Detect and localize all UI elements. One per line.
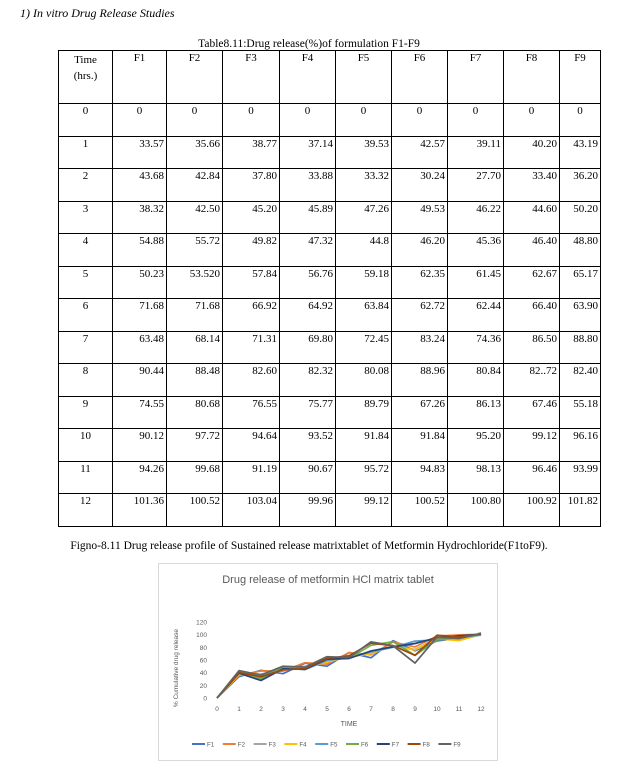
release-value-cell: 89.79 (336, 396, 392, 429)
release-value-cell: 100.92 (504, 494, 560, 527)
series-line-f4 (217, 635, 481, 698)
release-value-cell: 76.55 (223, 396, 280, 429)
table-row (59, 266, 601, 299)
time-cell: 4 (59, 234, 113, 267)
x-tick-label: 3 (281, 706, 285, 713)
release-value-cell: 0 (167, 104, 223, 137)
release-value-cell: 91.19 (223, 461, 280, 494)
x-axis-title: TIME (340, 721, 358, 728)
y-tick-label: 120 (196, 619, 207, 627)
release-value-cell: 43.68 (113, 169, 167, 202)
table-row (59, 234, 601, 267)
release-value-cell: 82.40 (560, 364, 601, 397)
y-tick-label: 20 (199, 682, 207, 690)
x-tick-label: 7 (369, 706, 373, 713)
x-tick-label: 12 (477, 706, 485, 713)
release-value-cell: 99.12 (504, 429, 560, 462)
release-value-cell: 94.26 (113, 461, 167, 494)
x-tick-label: 4 (303, 706, 307, 713)
release-value-cell: 43.19 (560, 136, 601, 169)
release-value-cell: 63.84 (336, 299, 392, 332)
release-value-cell: 74.55 (113, 396, 167, 429)
column-header-f8: F8 (504, 51, 560, 104)
release-value-cell: 40.20 (504, 136, 560, 169)
release-value-cell: 46.22 (448, 201, 504, 234)
release-value-cell: 83.24 (392, 331, 448, 364)
time-cell: 1 (59, 136, 113, 169)
release-value-cell: 56.76 (280, 266, 336, 299)
table-row (59, 169, 601, 202)
time-cell: 6 (59, 299, 113, 332)
table-row (59, 364, 601, 397)
release-value-cell: 42.50 (167, 201, 223, 234)
series-line-f6 (217, 634, 481, 698)
release-value-cell: 45.89 (280, 201, 336, 234)
release-value-cell: 96.16 (560, 429, 601, 462)
release-value-cell: 71.68 (167, 299, 223, 332)
release-value-cell: 88.48 (167, 364, 223, 397)
y-tick-label: 0 (203, 695, 207, 703)
release-value-cell: 37.80 (223, 169, 280, 202)
release-value-cell: 74.36 (448, 331, 504, 364)
table-row (59, 299, 601, 332)
table-row (59, 201, 601, 234)
release-value-cell: 67.26 (392, 396, 448, 429)
column-header-f7: F7 (448, 51, 504, 104)
time-cell: 3 (59, 201, 113, 234)
release-value-cell: 66.92 (223, 299, 280, 332)
release-value-cell: 99.12 (336, 494, 392, 527)
legend-label: F2 (237, 741, 246, 749)
release-value-cell: 62.35 (392, 266, 448, 299)
release-value-cell: 80.84 (448, 364, 504, 397)
legend-label: F6 (361, 741, 369, 749)
release-value-cell: 101.82 (560, 494, 601, 527)
table-row (59, 104, 601, 137)
release-value-cell: 57.84 (223, 266, 280, 299)
release-value-cell: 54.88 (113, 234, 167, 267)
release-value-cell: 96.46 (504, 461, 560, 494)
release-value-cell: 90.67 (280, 461, 336, 494)
release-value-cell: 61.45 (448, 266, 504, 299)
release-value-cell: 103.04 (223, 494, 280, 527)
legend-label: F7 (391, 741, 400, 749)
table-row (59, 396, 601, 429)
release-value-cell: 62.72 (392, 299, 448, 332)
figure-caption: Figno-8.11 Drug release profile of Sustained release matrixtablet of Metformin Hydrochloride(F1toF9). (70, 540, 548, 552)
release-value-cell: 49.53 (392, 201, 448, 234)
legend-label: F9 (453, 741, 461, 749)
column-header-f6: F6 (392, 51, 448, 104)
time-header-unit: (hrs.) (73, 70, 98, 82)
release-value-cell: 65.17 (560, 266, 601, 299)
release-value-cell: 80.08 (336, 364, 392, 397)
release-value-cell: 47.26 (336, 201, 392, 234)
column-header-f2: F2 (167, 51, 223, 104)
release-value-cell: 88.96 (392, 364, 448, 397)
time-cell: 11 (59, 461, 113, 494)
column-header-f4: F4 (280, 51, 336, 104)
release-value-cell: 0 (448, 104, 504, 137)
release-value-cell: 42.57 (392, 136, 448, 169)
table-header-row (59, 51, 601, 104)
release-value-cell: 101.36 (113, 494, 167, 527)
legend-label: F1 (207, 741, 215, 749)
release-value-cell: 33.57 (113, 136, 167, 169)
table-title: Table8.11:Drug release(%)of formulation F1-F9 (198, 38, 420, 50)
release-value-cell: 63.90 (560, 299, 601, 332)
release-value-cell: 66.40 (504, 299, 560, 332)
release-value-cell: 50.20 (560, 201, 601, 234)
release-value-cell: 27.70 (448, 169, 504, 202)
column-header-f1: F1 (113, 51, 167, 104)
chart-title: Drug release of metformin HCl matrix tablet (222, 574, 434, 586)
release-value-cell: 48.80 (560, 234, 601, 267)
release-value-cell: 90.44 (113, 364, 167, 397)
x-tick-label: 6 (347, 706, 351, 713)
release-value-cell: 30.24 (392, 169, 448, 202)
section-heading: 1) In vitro Drug Release Studies (20, 6, 175, 20)
x-tick-label: 2 (259, 706, 263, 713)
table-row (59, 429, 601, 462)
release-value-cell: 82..72 (504, 364, 560, 397)
series-line-f1 (217, 634, 481, 698)
time-cell: 9 (59, 396, 113, 429)
release-value-cell: 62.67 (504, 266, 560, 299)
release-value-cell: 63.48 (113, 331, 167, 364)
x-tick-label: 0 (215, 706, 219, 713)
release-value-cell: 46.40 (504, 234, 560, 267)
release-value-cell: 67.46 (504, 396, 560, 429)
release-value-cell: 46.20 (392, 234, 448, 267)
release-value-cell: 36.20 (560, 169, 601, 202)
release-value-cell: 68.14 (167, 331, 223, 364)
release-value-cell: 97.72 (167, 429, 223, 462)
release-value-cell: 49.82 (223, 234, 280, 267)
release-value-cell: 86.13 (448, 396, 504, 429)
y-tick-label: 40 (199, 670, 207, 678)
drug-release-table (58, 50, 601, 527)
release-value-cell: 86.50 (504, 331, 560, 364)
x-tick-label: 1 (237, 706, 241, 713)
time-cell: 12 (59, 494, 113, 527)
series-line-f2 (217, 634, 481, 698)
legend-label: F3 (268, 741, 276, 749)
series-line-f5 (217, 635, 481, 698)
table-row (59, 136, 601, 169)
release-value-cell: 71.68 (113, 299, 167, 332)
release-value-cell: 0 (336, 104, 392, 137)
release-value-cell: 37.14 (280, 136, 336, 169)
time-cell: 5 (59, 266, 113, 299)
release-value-cell: 95.20 (448, 429, 504, 462)
release-value-cell: 93.99 (560, 461, 601, 494)
release-value-cell: 35.66 (167, 136, 223, 169)
release-value-cell: 0 (113, 104, 167, 137)
release-value-cell: 100.80 (448, 494, 504, 527)
release-value-cell: 62.44 (448, 299, 504, 332)
release-value-cell: 100.52 (392, 494, 448, 527)
release-value-cell: 91.84 (392, 429, 448, 462)
release-value-cell: 0 (504, 104, 560, 137)
table-row (59, 461, 601, 494)
release-value-cell: 75.77 (280, 396, 336, 429)
time-cell: 8 (59, 364, 113, 397)
table-row (59, 494, 601, 527)
release-value-cell: 42.84 (167, 169, 223, 202)
time-cell: 2 (59, 169, 113, 202)
release-value-cell: 39.53 (336, 136, 392, 169)
release-value-cell: 59.18 (336, 266, 392, 299)
release-value-cell: 0 (392, 104, 448, 137)
release-value-cell: 93.52 (280, 429, 336, 462)
time-column-header (59, 51, 113, 104)
time-cell: 0 (59, 104, 113, 137)
x-tick-label: 10 (433, 706, 441, 713)
release-value-cell: 33.88 (280, 169, 336, 202)
release-value-cell: 0 (223, 104, 280, 137)
release-value-cell: 80.68 (167, 396, 223, 429)
release-value-cell: 0 (560, 104, 601, 137)
series-line-f9 (217, 634, 481, 699)
legend-label: F8 (422, 741, 430, 749)
release-value-cell: 53.520 (167, 266, 223, 299)
release-value-cell: 90.12 (113, 429, 167, 462)
release-value-cell: 88.80 (560, 331, 601, 364)
release-value-cell: 50.23 (113, 266, 167, 299)
release-value-cell: 72.45 (336, 331, 392, 364)
series-line-f7 (217, 634, 481, 698)
release-value-cell: 94.64 (223, 429, 280, 462)
time-cell: 10 (59, 429, 113, 462)
chart-container (158, 563, 498, 761)
release-value-cell: 64.92 (280, 299, 336, 332)
release-value-cell: 38.77 (223, 136, 280, 169)
y-tick-label: 100 (196, 632, 207, 640)
release-value-cell: 99.96 (280, 494, 336, 527)
x-tick-label: 9 (413, 706, 417, 713)
release-value-cell: 100.52 (167, 494, 223, 527)
y-tick-label: 60 (199, 657, 207, 665)
x-tick-label: 5 (325, 706, 329, 713)
release-value-cell: 47.32 (280, 234, 336, 267)
release-value-cell: 33.32 (336, 169, 392, 202)
release-value-cell: 71.31 (223, 331, 280, 364)
line-chart (159, 564, 497, 760)
legend-label: F5 (330, 741, 338, 749)
release-value-cell: 94.83 (392, 461, 448, 494)
table-body (59, 104, 601, 527)
release-value-cell: 38.32 (113, 201, 167, 234)
table-row (59, 331, 601, 364)
release-value-cell: 95.72 (336, 461, 392, 494)
time-header-label: Time (74, 54, 97, 66)
release-value-cell: 91.84 (336, 429, 392, 462)
release-value-cell: 33.40 (504, 169, 560, 202)
y-tick-label: 80 (199, 644, 207, 652)
release-value-cell: 99.68 (167, 461, 223, 494)
column-header-f3: F3 (223, 51, 280, 104)
legend-label: F4 (299, 741, 307, 749)
x-tick-label: 11 (455, 706, 463, 713)
release-value-cell: 82.60 (223, 364, 280, 397)
column-header-f5: F5 (336, 51, 392, 104)
release-value-cell: 69.80 (280, 331, 336, 364)
release-value-cell: 55.72 (167, 234, 223, 267)
release-value-cell: 98.13 (448, 461, 504, 494)
release-value-cell: 0 (280, 104, 336, 137)
series-line-f3 (217, 633, 481, 698)
series-line-f8 (217, 634, 481, 698)
y-axis-title: % Cumulative drug release (173, 628, 180, 708)
time-cell: 7 (59, 331, 113, 364)
x-tick-label: 8 (391, 706, 395, 713)
release-value-cell: 45.36 (448, 234, 504, 267)
release-value-cell: 82.32 (280, 364, 336, 397)
release-value-cell: 44.60 (504, 201, 560, 234)
release-value-cell: 44.8 (336, 234, 392, 267)
release-value-cell: 55.18 (560, 396, 601, 429)
release-value-cell: 45.20 (223, 201, 280, 234)
column-header-f9: F9 (560, 51, 601, 104)
release-value-cell: 39.11 (448, 136, 504, 169)
